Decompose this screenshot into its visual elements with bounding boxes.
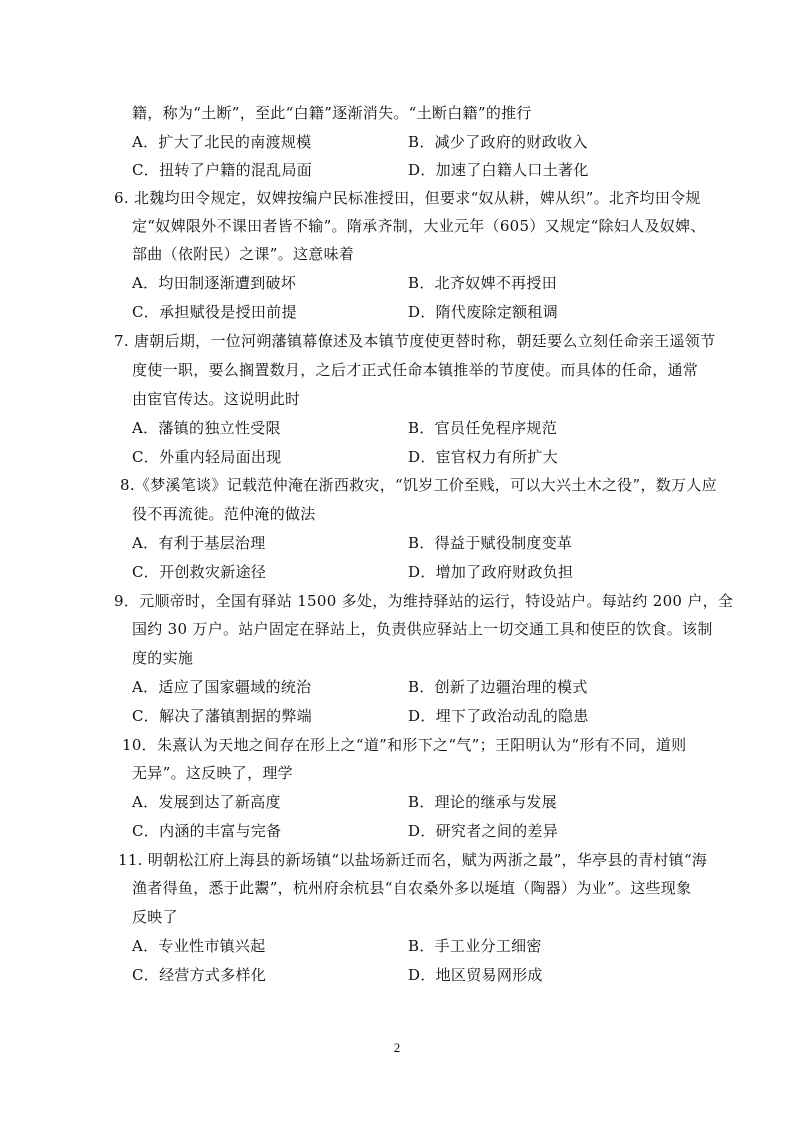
- q6-option-a: A．均田制逐渐遭到破坏: [132, 274, 297, 292]
- q7-option-b: B．官员任免程序规范: [408, 419, 558, 437]
- q9-stem-line-2: 国约 30 万户。站户固定在驿站上，负责供应驿站上一切交通工具和使臣的饮食。该制: [132, 620, 713, 638]
- q9-stem-line-1: 9．元顺帝时，全国有驿站 1500 多处，为维持驿站的运行，特设站户。每站约 200 户，全: [114, 592, 734, 610]
- q9-option-c: C．解决了藩镇割据的弊端: [132, 707, 313, 725]
- q8-stem-line-2: 役不再流徙。范仲淹的做法: [132, 505, 316, 523]
- q10-option-b: B．理论的继承与发展: [408, 793, 558, 811]
- q11-option-a: A．专业性市镇兴起: [132, 937, 266, 955]
- q10-option-d: D．研究者之间的差异: [408, 822, 559, 840]
- q7-stem-line-3: 由宦官传达。这说明此时: [132, 390, 301, 408]
- q8-option-d: D．增加了政府财政负担: [408, 563, 574, 581]
- q10-option-a: A．发展到达了新高度: [132, 793, 281, 811]
- q7-stem-line-2: 度使一职，要么搁置数月，之后才正式任命本镇推举的节度使。而具体的任命，通常: [132, 361, 699, 379]
- q6-option-d: D．隋代废除定额租调: [408, 303, 559, 321]
- q7-option-d: D．宦官权力有所扩大: [408, 448, 559, 466]
- page-number: 2: [393, 1040, 401, 1055]
- q10-stem-line-1: 10．朱熹认为天地之间存在形上之“道”和形下之“气”；王阳明认为“形有不同，道则: [122, 736, 687, 754]
- q9-option-a: A．适应了国家疆域的统治: [132, 678, 312, 696]
- q11-stem-line-3: 反映了: [132, 908, 178, 926]
- q5-option-b: B．减少了政府的财政收入: [408, 133, 588, 151]
- q11-stem-line-1: 11. 明朝松江府上海县的新场镇“以盐场新迁而名，赋为两浙之最”，华亭县的青村镇“海: [118, 851, 708, 869]
- q5-option-a: A．扩大了北民的南渡规模: [132, 133, 312, 151]
- q6-stem-line-3: 部曲（依附民）之课”。这意味着: [132, 245, 355, 263]
- q8-option-a: A．有利于基层治理: [132, 534, 266, 552]
- q11-option-d: D．地区贸易网形成: [408, 966, 543, 984]
- q7-option-c: C．外重内轻局面出现: [132, 448, 282, 466]
- q6-stem-line-1: 6. 北魏均田令规定，奴婢按编户民标准授田，但要求“奴从耕，婢从织”。北齐均田令规: [114, 189, 701, 207]
- q6-option-b: B．北齐奴婢不再授田: [408, 274, 558, 292]
- q5-stem-continuation: 籍，称为“土断”，至此“白籍”逐渐消失。“土断白籍”的推行: [132, 104, 532, 122]
- q5-option-d: D．加速了白籍人口土著化: [408, 161, 589, 179]
- q9-option-d: D．埋下了政治动乱的隐患: [408, 707, 589, 725]
- q8-option-b: B．得益于赋役制度变革: [408, 534, 573, 552]
- q6-option-c: C．承担赋役是授田前提: [132, 303, 297, 321]
- q9-option-b: B．创新了边疆治理的模式: [408, 678, 588, 696]
- q7-stem-line-1: 7. 唐朝后期，一位河朔藩镇幕僚述及本镇节度使更替时称，朝廷要么立刻任命亲王遥领节: [114, 332, 716, 350]
- q5-option-c: C．扭转了户籍的混乱局面: [132, 161, 313, 179]
- q9-stem-line-3: 度的实施: [132, 649, 194, 667]
- q11-stem-line-2: 渔者得鱼，悉于此鬻”，杭州府余杭县“自农桑外多以埏埴（陶器）为业”。这些现象: [132, 879, 692, 897]
- q7-option-a: A．藩镇的独立性受限: [132, 419, 281, 437]
- q8-option-c: C．开创救灾新途径: [132, 563, 267, 581]
- q10-option-c: C．内涵的丰富与完备: [132, 822, 282, 840]
- q10-stem-line-2: 无异”。这反映了，理学: [132, 764, 293, 782]
- q11-option-c: C．经营方式多样化: [132, 966, 267, 984]
- q11-option-b: B．手工业分工细密: [408, 937, 542, 955]
- q6-stem-line-2: 定“奴婢限外不课田者皆不输”。隋承齐制，大业元年（605）又规定“除妇人及奴婢、: [132, 217, 706, 235]
- q8-stem-line-1: 8.《梦溪笔谈》记载范仲淹在浙西救灾，“饥岁工价至贱，可以大兴土木之役”，数万人应: [120, 476, 717, 494]
